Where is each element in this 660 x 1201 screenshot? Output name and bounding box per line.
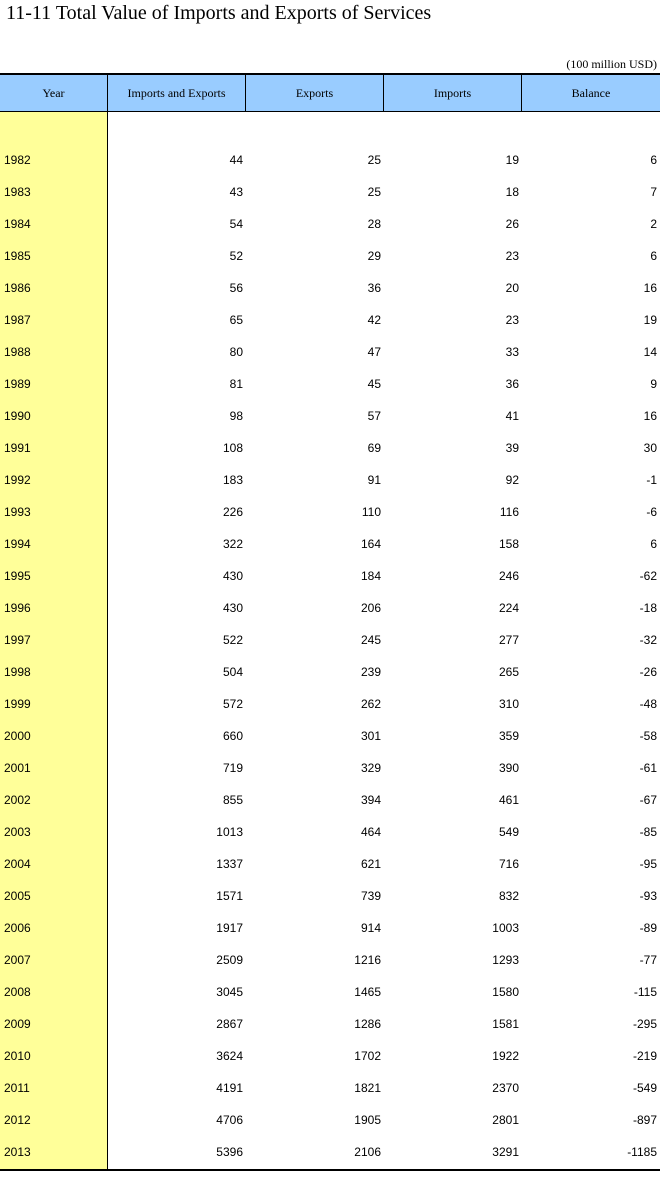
row-imports: 224 <box>498 601 519 615</box>
row-year: 1995 <box>4 569 31 583</box>
row-exports: 301 <box>360 729 381 743</box>
row-year: 2009 <box>4 1017 31 1031</box>
row-exports: 739 <box>360 889 381 903</box>
row-exports: 47 <box>367 345 381 359</box>
bottom-rule <box>0 1169 660 1171</box>
row-imports: 1922 <box>492 1049 519 1063</box>
row-imports: 158 <box>498 537 519 551</box>
row-imports: 2801 <box>492 1113 519 1127</box>
page-title: 11-11 Total Value of Imports and Exports of Services <box>6 2 432 24</box>
table-row <box>0 464 660 496</box>
row-balance: 30 <box>643 441 657 455</box>
row-imports-and-exports: 54 <box>229 217 243 231</box>
table-row <box>0 752 660 784</box>
row-balance: 16 <box>643 409 657 423</box>
row-imports-and-exports: 572 <box>222 697 243 711</box>
row-imports-and-exports: 80 <box>229 345 243 359</box>
row-imports: 1581 <box>492 1017 519 1031</box>
row-year: 1992 <box>4 473 31 487</box>
row-balance: -93 <box>639 889 657 903</box>
row-balance: -6 <box>646 505 657 519</box>
row-year: 2004 <box>4 857 31 871</box>
table-row <box>0 208 660 240</box>
row-imports-and-exports: 2867 <box>216 1017 243 1031</box>
row-balance: -85 <box>639 825 657 839</box>
row-imports-and-exports: 98 <box>229 409 243 423</box>
row-balance: -95 <box>639 857 657 871</box>
row-year: 1998 <box>4 665 31 679</box>
row-imports: 265 <box>498 665 519 679</box>
row-exports: 25 <box>367 153 381 167</box>
row-exports: 29 <box>367 249 381 263</box>
row-imports: 41 <box>505 409 519 423</box>
row-exports: 394 <box>360 793 381 807</box>
table-row <box>0 944 660 976</box>
table-row <box>0 560 660 592</box>
table-row <box>0 1008 660 1040</box>
row-balance: -115 <box>633 985 657 999</box>
row-exports: 28 <box>367 217 381 231</box>
table-row <box>0 528 660 560</box>
table-row <box>0 880 660 912</box>
row-imports: 23 <box>505 249 519 263</box>
row-imports: 2370 <box>492 1081 519 1095</box>
row-imports: 359 <box>498 729 519 743</box>
row-imports-and-exports: 322 <box>222 537 243 551</box>
row-balance: 19 <box>643 313 657 327</box>
row-year: 2007 <box>4 953 31 967</box>
row-imports-and-exports: 52 <box>229 249 243 263</box>
table-row <box>0 144 660 176</box>
row-year: 2002 <box>4 793 31 807</box>
row-exports: 206 <box>360 601 381 615</box>
row-imports: 461 <box>498 793 519 807</box>
table-row <box>0 848 660 880</box>
table-row <box>0 368 660 400</box>
row-imports: 549 <box>498 825 519 839</box>
table-row <box>0 336 660 368</box>
row-balance: -1185 <box>627 1145 657 1159</box>
row-imports-and-exports: 430 <box>222 569 243 583</box>
row-year: 2008 <box>4 985 31 999</box>
table-row <box>0 624 660 656</box>
row-year: 2003 <box>4 825 31 839</box>
row-exports: 245 <box>360 633 381 647</box>
table-row <box>0 912 660 944</box>
row-imports-and-exports: 56 <box>229 281 243 295</box>
unit-label: (100 million USD) <box>566 57 657 71</box>
row-imports-and-exports: 108 <box>222 441 243 455</box>
row-imports-and-exports: 4191 <box>216 1081 243 1095</box>
row-year: 1990 <box>4 409 31 423</box>
row-exports: 164 <box>360 537 381 551</box>
row-balance: -897 <box>632 1113 657 1127</box>
row-exports: 42 <box>367 313 381 327</box>
row-imports: 1580 <box>492 985 519 999</box>
row-imports-and-exports: 1917 <box>216 921 243 935</box>
row-imports-and-exports: 81 <box>229 377 243 391</box>
table-row <box>0 592 660 624</box>
row-year: 2000 <box>4 729 31 743</box>
row-year: 1984 <box>4 217 31 231</box>
row-exports: 110 <box>361 505 381 519</box>
row-imports: 277 <box>498 633 519 647</box>
row-imports: 20 <box>505 281 519 295</box>
row-exports: 184 <box>360 569 381 583</box>
row-imports: 832 <box>498 889 519 903</box>
row-imports: 116 <box>499 505 519 519</box>
row-balance: -67 <box>639 793 657 807</box>
row-balance: 6 <box>650 249 657 263</box>
table-row <box>0 784 660 816</box>
row-balance: -26 <box>639 665 657 679</box>
table-row <box>0 176 660 208</box>
table-row <box>0 1104 660 1136</box>
row-imports-and-exports: 3045 <box>216 985 243 999</box>
row-year: 2011 <box>4 1081 30 1095</box>
header-exports: Exports <box>246 75 384 111</box>
row-year: 2005 <box>4 889 31 903</box>
row-balance: 2 <box>650 217 657 231</box>
row-exports: 36 <box>367 281 381 295</box>
row-imports-and-exports: 660 <box>222 729 243 743</box>
row-year: 2001 <box>4 761 31 775</box>
row-balance: 14 <box>643 345 657 359</box>
row-year: 2013 <box>4 1145 31 1159</box>
row-exports: 239 <box>360 665 381 679</box>
row-imports: 36 <box>505 377 519 391</box>
row-year: 1985 <box>4 249 31 263</box>
row-year: 1982 <box>4 153 31 167</box>
row-year: 1991 <box>4 441 31 455</box>
row-year: 1997 <box>4 633 31 647</box>
row-balance: 16 <box>643 281 657 295</box>
table-row <box>0 240 660 272</box>
row-year: 1994 <box>4 537 31 551</box>
row-imports: 26 <box>505 217 519 231</box>
table-row <box>0 688 660 720</box>
row-imports-and-exports: 430 <box>222 601 243 615</box>
row-exports: 1821 <box>354 1081 381 1095</box>
table-row <box>0 1136 660 1168</box>
row-exports: 45 <box>367 377 381 391</box>
row-imports: 716 <box>498 857 519 871</box>
table-row <box>0 496 660 528</box>
row-imports-and-exports: 522 <box>222 633 243 647</box>
row-exports: 1905 <box>354 1113 381 1127</box>
table-row <box>0 656 660 688</box>
row-year: 2010 <box>4 1049 31 1063</box>
row-imports: 23 <box>505 313 519 327</box>
row-year: 2006 <box>4 921 31 935</box>
row-exports: 1702 <box>354 1049 381 1063</box>
row-imports-and-exports: 44 <box>229 153 243 167</box>
row-imports-and-exports: 719 <box>222 761 243 775</box>
row-year: 1996 <box>4 601 31 615</box>
row-balance: 9 <box>650 377 657 391</box>
row-imports: 3291 <box>492 1145 519 1159</box>
row-exports: 69 <box>367 441 381 455</box>
row-imports-and-exports: 1571 <box>216 889 243 903</box>
row-exports: 2106 <box>354 1145 381 1159</box>
row-imports: 1003 <box>492 921 519 935</box>
row-imports-and-exports: 4706 <box>216 1113 243 1127</box>
table-row <box>0 976 660 1008</box>
row-year: 1989 <box>4 377 31 391</box>
row-exports: 1465 <box>354 985 381 999</box>
row-year: 1983 <box>4 185 31 199</box>
row-imports-and-exports: 226 <box>222 505 243 519</box>
header-balance: Balance <box>571 85 611 100</box>
row-imports: 246 <box>498 569 519 583</box>
row-imports-and-exports: 43 <box>229 185 243 199</box>
row-balance: -58 <box>639 729 657 743</box>
row-balance: -549 <box>632 1081 657 1095</box>
table-header <box>0 75 660 112</box>
row-exports: 1286 <box>354 1017 381 1031</box>
row-imports: 33 <box>505 345 519 359</box>
row-balance: -32 <box>639 633 657 647</box>
row-balance: 6 <box>650 537 657 551</box>
row-imports: 390 <box>498 761 519 775</box>
row-year: 1988 <box>4 345 31 359</box>
row-exports: 914 <box>360 921 381 935</box>
row-imports-and-exports: 5396 <box>216 1145 243 1159</box>
row-imports: 19 <box>505 153 519 167</box>
row-balance: 6 <box>650 153 657 167</box>
header-imports: Imports <box>384 75 522 111</box>
row-imports: 310 <box>498 697 519 711</box>
row-exports: 262 <box>360 697 381 711</box>
row-imports-and-exports: 2509 <box>216 953 243 967</box>
row-imports-and-exports: 1337 <box>216 857 243 871</box>
row-year: 1986 <box>4 281 31 295</box>
table-row <box>0 720 660 752</box>
row-balance: -89 <box>639 921 657 935</box>
row-balance: -62 <box>639 569 657 583</box>
row-imports: 18 <box>505 185 519 199</box>
header-imports-and-exports: Imports and Exports <box>108 75 246 111</box>
table-row <box>0 400 660 432</box>
row-year: 1999 <box>4 697 31 711</box>
row-balance: -77 <box>639 953 657 967</box>
row-exports: 91 <box>367 473 381 487</box>
row-balance: -1 <box>646 473 657 487</box>
row-balance: -18 <box>639 601 657 615</box>
table-row <box>0 816 660 848</box>
row-balance: -48 <box>639 697 657 711</box>
row-year: 1993 <box>4 505 31 519</box>
table-row <box>0 1072 660 1104</box>
row-balance: -295 <box>632 1017 657 1031</box>
table-row <box>0 272 660 304</box>
table-row <box>0 1040 660 1072</box>
row-imports: 92 <box>505 473 519 487</box>
row-imports: 39 <box>505 441 519 455</box>
row-imports-and-exports: 65 <box>229 313 243 327</box>
row-balance: -219 <box>632 1049 657 1063</box>
row-exports: 1216 <box>354 953 381 967</box>
row-exports: 329 <box>360 761 381 775</box>
row-exports: 57 <box>367 409 381 423</box>
row-exports: 464 <box>360 825 381 839</box>
row-year: 1987 <box>4 313 31 327</box>
row-imports-and-exports: 3624 <box>216 1049 243 1063</box>
table-row <box>0 304 660 336</box>
header-year: Year <box>0 75 108 111</box>
row-exports: 25 <box>367 185 381 199</box>
row-exports: 621 <box>360 857 381 871</box>
row-year: 2012 <box>4 1113 31 1127</box>
table-row <box>0 432 660 464</box>
row-imports: 1293 <box>492 953 519 967</box>
row-imports-and-exports: 855 <box>222 793 243 807</box>
row-imports-and-exports: 504 <box>222 665 243 679</box>
table-body <box>0 144 660 1168</box>
row-imports-and-exports: 183 <box>222 473 243 487</box>
row-balance: -61 <box>639 761 657 775</box>
row-imports-and-exports: 1013 <box>216 825 243 839</box>
row-balance: 7 <box>650 185 657 199</box>
